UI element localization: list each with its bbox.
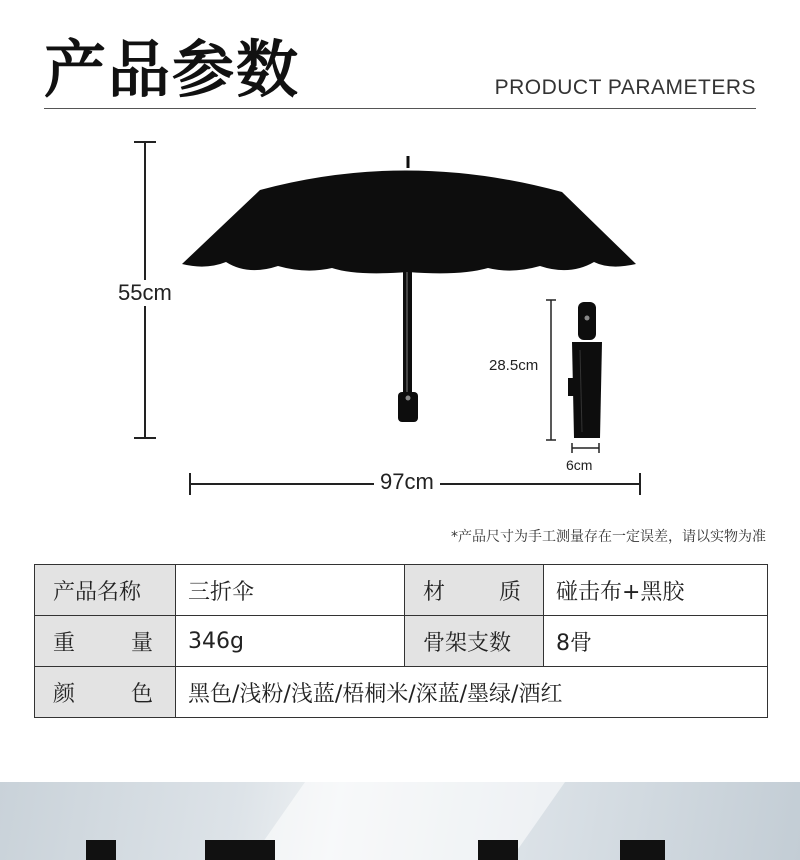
banner-heading-fragment [620,840,665,860]
table-row [35,565,768,616]
value-weight: 346g [176,616,405,667]
label-color-char: 颜 [53,681,76,707]
value-material: 碰击布+黑胶 [544,565,768,616]
value-product-name: 三折伞 [176,565,405,616]
measurement-note: *产品尺寸为手工测量存在一定误差，请以实物为准 [451,529,766,545]
banner-heading-fragment [478,840,518,860]
label-material [405,565,544,616]
open-umbrella [182,156,636,422]
next-section-banner [0,782,800,860]
table-row [35,616,768,667]
title-divider [44,108,756,109]
label-material-char: 材 [423,579,446,605]
open-width-label: 97cm [374,469,440,495]
table-row [35,667,768,718]
label-color [35,667,176,718]
page-title: 产品参数 [44,33,301,106]
value-rib-count: 8骨 [544,616,768,667]
label-weight-char: 量 [130,630,153,656]
banner-heading-fragment [86,840,116,860]
label-rib-count: 骨架支数 [405,616,544,667]
folded-height-label: 28.5cm [489,357,539,374]
folded-width-label: 6cm [566,457,593,473]
label-material-char: 质 [498,579,521,605]
umbrella-illustration [0,120,800,520]
folded-height-dimension-line [546,300,556,440]
banner-heading-fragment [205,840,275,860]
label-weight-char: 重 [53,630,76,656]
folded-width-dimension-line [572,443,599,453]
open-height-label: 55cm [118,280,172,305]
product-parameters-table [34,564,768,718]
label-product-name: 产品名称 [35,565,176,616]
page-subtitle: PRODUCT PARAMETERS [494,76,756,99]
folded-umbrella [568,302,602,438]
label-color-char: 色 [130,681,153,707]
umbrella-dimension-diagram [0,120,800,520]
label-weight [35,616,176,667]
value-color: 黑色/浅粉/浅蓝/梧桐米/深蓝/墨绿/酒红 [176,667,768,718]
